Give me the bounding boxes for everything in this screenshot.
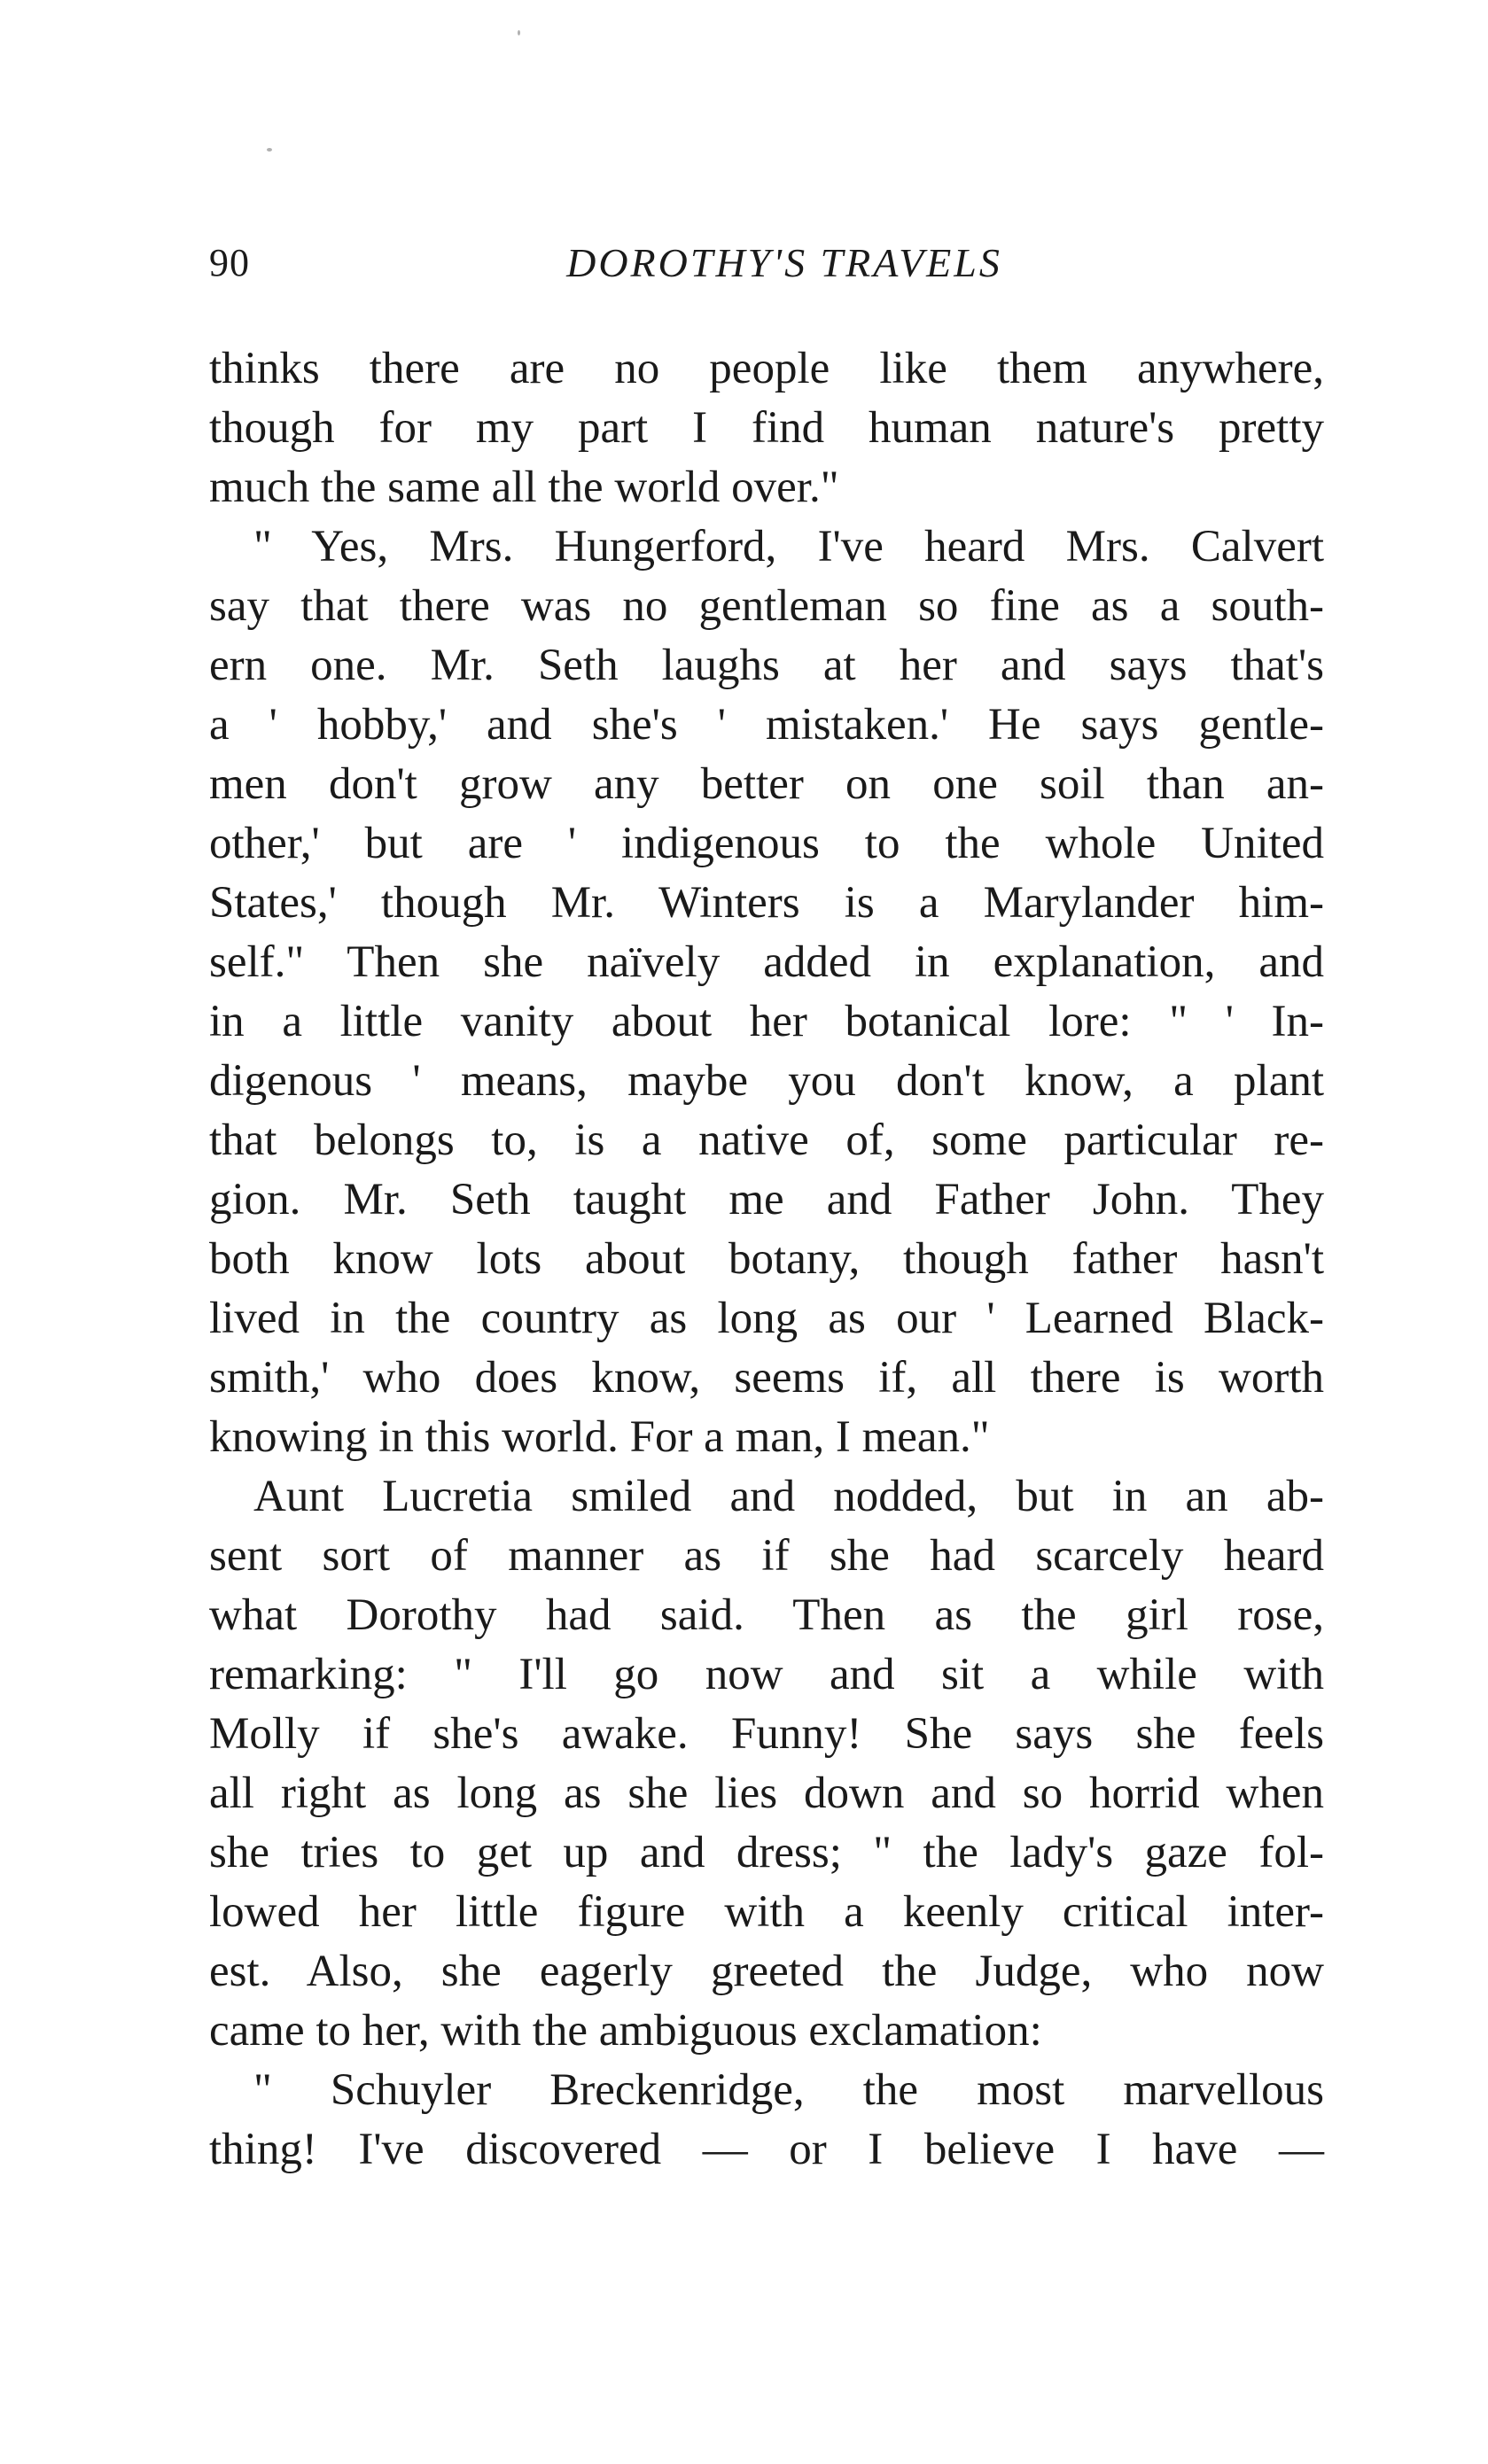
text-line: ern one. Mr. Seth laughs at her and says that's: [209, 641, 1324, 690]
text-line: sent sort of manner as if she had scarcely heard: [209, 1531, 1324, 1581]
text-line: self." Then she naïvely added in explanation, and: [209, 937, 1324, 987]
text-line: " Schuyler Breckenridge, the most marvellous: [253, 2065, 1324, 2115]
text-line: States,' though Mr. Winters is a Marylander him-: [209, 878, 1324, 928]
text-line: all right as long as she lies down and so horrid when: [209, 1768, 1324, 1818]
text-line: she tries to get up and dress; " the lady's gaze fol-: [209, 1828, 1324, 1877]
paragraph: [209, 517, 1324, 1467]
page-header: [209, 232, 1324, 294]
text-line: much the same all the world over.": [209, 462, 839, 512]
text-line: lived in the country as long as our ' Learned Black-: [209, 1294, 1324, 1343]
text-line: in a little vanity about her botanical lore: " ' In-: [209, 997, 1324, 1046]
text-line: lowed her little figure with a keenly critical inter-: [209, 1887, 1324, 1937]
text-line: came to her, with the ambiguous exclamation:: [209, 2006, 1042, 2056]
text-line: est. Also, she eagerly greeted the Judge, who now: [209, 1947, 1324, 1996]
text-line: Aunt Lucretia smiled and nodded, but in an ab-: [253, 1472, 1324, 1521]
text-line: thinks there are no people like them anywhere,: [209, 344, 1324, 393]
paragraph: [209, 1467, 1324, 2061]
body-text: [209, 339, 1324, 2180]
text-line: say that there was no gentleman so fine as a south-: [209, 581, 1324, 631]
text-line: thing! I've discovered — or I believe I have —: [209, 2125, 1324, 2174]
text-line: men don't grow any better on one soil than an-: [209, 759, 1324, 809]
text-line: Molly if she's awake. Funny! She says she feels: [209, 1709, 1324, 1759]
scan-speck: [267, 148, 272, 152]
text-line: gion. Mr. Seth taught me and Father John. They: [209, 1175, 1324, 1224]
text-line: both know lots about botany, though father hasn't: [209, 1234, 1324, 1284]
text-line: other,' but are ' indigenous to the whole United: [209, 819, 1324, 868]
running-title: DOROTHY'S TRAVELS: [566, 240, 1002, 285]
text-line: though for my part I find human nature's pretty: [209, 403, 1324, 453]
text-line: a ' hobby,' and she's ' mistaken.' He says gentle-: [209, 700, 1324, 750]
text-line: " Yes, Mrs. Hungerford, I've heard Mrs. Calvert: [253, 522, 1324, 571]
paragraph: [209, 2061, 1324, 2180]
page-number: 90: [209, 241, 250, 284]
text-line: that belongs to, is a native of, some particular re-: [209, 1115, 1324, 1165]
text-line: what Dorothy had said. Then as the girl rose,: [209, 1590, 1324, 1640]
text-line: remarking: " I'll go now and sit a while with: [209, 1650, 1324, 1699]
scan-speck: [518, 30, 520, 35]
text-line: smith,' who does know, seems if, all there is worth: [209, 1353, 1324, 1403]
paragraph: [209, 339, 1324, 517]
text-line: knowing in this world. For a man, I mean.": [209, 1412, 990, 1462]
text-line: digenous ' means, maybe you don't know, a plant: [209, 1056, 1324, 1106]
